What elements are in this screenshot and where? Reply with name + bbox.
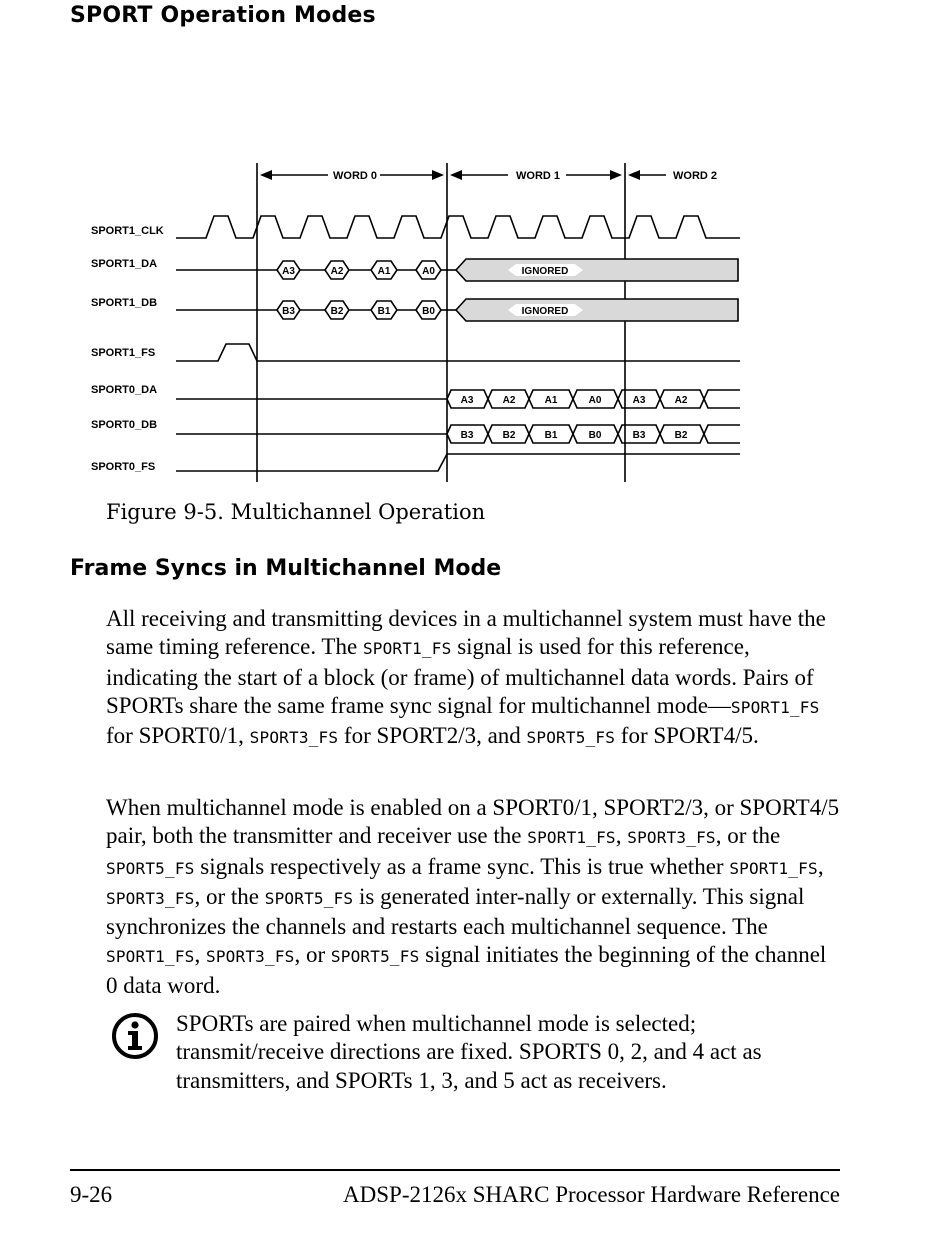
- text-run: signal is used for this reference, indicating the start of a block (or frame) of multichannel data words. Pairs of SPORTs share the same frame sync signal for multichannel mode—: [106, 634, 814, 718]
- bit-label: A3: [282, 266, 295, 277]
- code-signal: SPORT1_FS: [106, 947, 195, 967]
- timing-diagram-svg: [80, 155, 760, 490]
- bit-label: B1: [377, 306, 391, 317]
- ignored-band-da: [456, 259, 738, 281]
- paragraph-2: [106, 794, 841, 1000]
- bit-label: A2: [502, 395, 516, 406]
- code-signal: SPORT3_FS: [627, 828, 716, 848]
- timing-diagram: [80, 155, 760, 490]
- text-run: signals respectively as a frame sync. This is true whether: [194, 853, 730, 879]
- code-signal: SPORT3_FS: [249, 728, 339, 748]
- text-run: ,: [817, 853, 824, 879]
- signal-label-sport1-db: SPORT1_DB: [91, 297, 158, 309]
- figure-caption: Figure 9-5. Multichannel Operation: [106, 500, 486, 524]
- code-signal: SPORT1_FS: [362, 639, 452, 659]
- bit-label: B2: [674, 430, 688, 441]
- code-signal: SPORT5_FS: [264, 888, 354, 908]
- sport1-clk-waveform: [176, 216, 740, 238]
- text-run: When multichannel mode is enabled on a SPORT0/1, SPORT2/3, or SPORT4/5 pair, both the transmitter and receiver use the: [106, 795, 840, 849]
- page-header-title: SPORT Operation Modes: [70, 3, 376, 28]
- text-run: for SPORT2/3, and: [338, 723, 527, 749]
- bit-label: B0: [588, 430, 602, 441]
- footer-page-number: 9-26: [70, 1182, 113, 1207]
- text-run: All receiving and transmitting devices in a multichannel system must have the same timing reference. The: [106, 606, 826, 660]
- text-run: ,: [615, 823, 628, 849]
- code-signal: SPORT3_FS: [106, 888, 195, 908]
- arrowhead: [610, 170, 622, 180]
- bit-label: B3: [632, 430, 646, 441]
- text-run: signal initiates the beginning of the channel 0 data word.: [106, 942, 827, 998]
- sport1-fs-waveform: [176, 344, 740, 361]
- ignored-label-da: IGNORED: [521, 266, 569, 277]
- sport0-fs-waveform: [176, 454, 740, 471]
- note-text: SPORTs are paired when multichannel mode is selected; transmit/receive directions are fixed. SPORTS 0, 2, and 4 act as transmitters, and SPORTs 1, 3, and 5 act as receivers.: [176, 1011, 762, 1093]
- word1-label: WORD 1: [516, 170, 560, 182]
- code-signal: SPORT5_FS: [106, 858, 195, 878]
- text-run: is generated inter-nally or externally. This signal synchronizes the channels and restarts each multichannel sequence. The: [106, 883, 805, 940]
- bit-label: B2: [502, 430, 516, 441]
- bit-label: A3: [460, 395, 474, 406]
- text-run: for SPORT0/1,: [106, 723, 250, 749]
- signal-label-sport1-da: SPORT1_DA: [91, 258, 158, 270]
- ignored-band-db: [456, 299, 738, 321]
- bit-label: A2: [674, 395, 688, 406]
- ignored-label-db: IGNORED: [521, 306, 569, 317]
- word0-label: WORD 0: [333, 170, 377, 182]
- bit-label: A0: [422, 266, 435, 277]
- signal-label-sport1-clk: SPORT1_CLK: [91, 225, 164, 237]
- text-run: , or the: [194, 883, 265, 909]
- signal-label-sport0-da: SPORT0_DA: [91, 384, 158, 396]
- text-run: , or: [294, 942, 331, 968]
- bit-label: B3: [282, 306, 295, 317]
- bit-label: B0: [422, 306, 435, 317]
- signal-label-sport1-fs: SPORT1_FS: [91, 347, 156, 359]
- signal-label-sport0-db: SPORT0_DB: [91, 419, 158, 431]
- code-signal: SPORT1_FS: [730, 697, 820, 717]
- signal-label-sport0-fs: SPORT0_FS: [91, 461, 156, 473]
- bit-label: A1: [377, 266, 391, 277]
- footer-divider: [70, 1169, 840, 1171]
- bit-label: B3: [460, 430, 474, 441]
- text-run: ,: [194, 942, 206, 968]
- word2-label: WORD 2: [673, 170, 717, 182]
- bit-label: B2: [330, 306, 344, 317]
- bit-label: A1: [544, 395, 558, 406]
- arrowhead: [450, 170, 462, 180]
- section-heading: Frame Syncs in Multichannel Mode: [70, 556, 502, 581]
- bit-label: A0: [588, 395, 602, 406]
- arrowhead: [628, 170, 640, 180]
- arrowhead: [260, 170, 272, 180]
- footer-book-title: ADSP-2126x SHARC Processor Hardware Reference: [343, 1182, 840, 1207]
- code-signal: SPORT1_FS: [527, 828, 616, 848]
- code-signal: SPORT5_FS: [526, 728, 616, 748]
- bit-label: A2: [330, 266, 344, 277]
- text-run: , or the: [715, 823, 781, 849]
- code-signal: SPORT3_FS: [206, 947, 295, 967]
- bit-label: B1: [544, 430, 558, 441]
- arrowhead: [432, 170, 444, 180]
- code-signal: SPORT1_FS: [729, 858, 818, 878]
- bit-label: A3: [632, 395, 646, 406]
- info-icon: [110, 1011, 160, 1061]
- paragraph-1: [106, 605, 841, 752]
- text-run: for SPORT4/5.: [615, 723, 759, 749]
- code-signal: SPORT5_FS: [330, 947, 420, 967]
